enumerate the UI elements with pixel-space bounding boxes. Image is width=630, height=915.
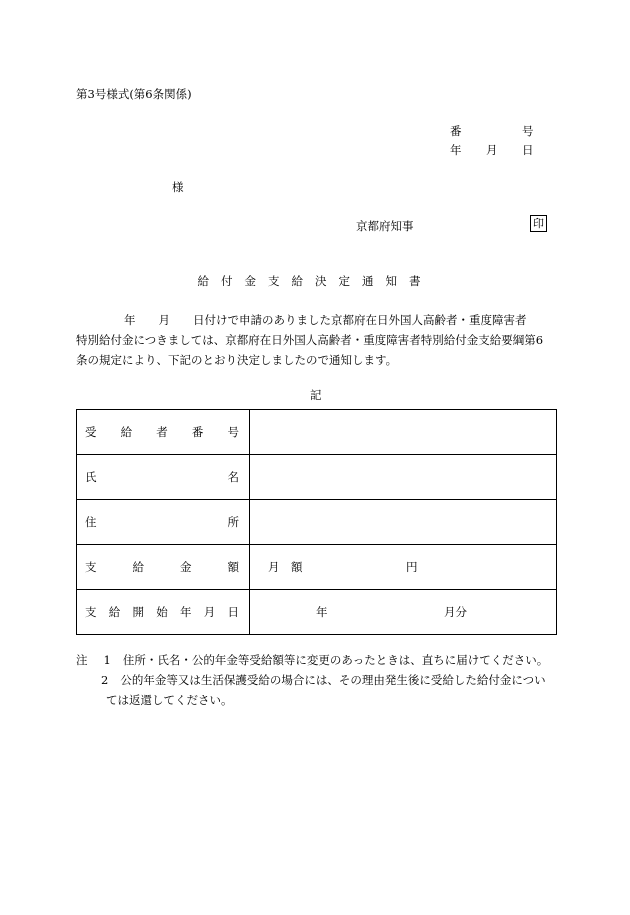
label-char: 氏 <box>85 470 97 484</box>
table-row <box>77 590 557 635</box>
row-label <box>77 590 250 635</box>
note-2-continued <box>76 690 548 710</box>
row-value <box>250 500 557 545</box>
note-2-number: 2 <box>101 673 109 687</box>
row-label <box>77 500 250 545</box>
note-2-text: 公的年金等又は生活保護受給の場合には、その理由発生後に受給した給付金につい <box>120 673 546 687</box>
table-row <box>77 500 557 545</box>
body-line-1: 年 月 日付けで申請のありました京都府在日外国人高齢者・重度障害者 <box>124 313 527 327</box>
table-row <box>77 455 557 500</box>
value-text: 月分 <box>444 605 467 619</box>
body-line-2: 特別給付金につきましては、京都府在日外国人高齢者・重度障害者特別給付金支給要綱第6 <box>76 333 544 347</box>
label-char: 給 <box>120 425 133 439</box>
label-char: 受 <box>85 425 97 439</box>
row-value <box>250 590 557 635</box>
date-year: 年 <box>450 143 462 157</box>
note-1-text: 住所・氏名・公的年金等受給額等に変更のあったときは、直ちに届けてください。 <box>122 653 549 667</box>
value-text: 月 額 <box>268 560 303 574</box>
label-char: 金 <box>180 560 192 574</box>
row-label <box>77 410 250 455</box>
document-title: 給付金支給決定通知書 <box>197 274 433 288</box>
seal-stamp: 印 <box>530 215 547 232</box>
label-char: 開 <box>132 605 144 619</box>
label-char: 給 <box>108 605 121 619</box>
number-suffix: 号 <box>522 124 534 138</box>
value-text: 円 <box>406 560 418 574</box>
notes <box>76 650 548 710</box>
label-char: 月 <box>203 605 216 619</box>
row-value <box>250 545 557 590</box>
label-char: 始 <box>156 605 168 619</box>
note-1 <box>76 650 548 670</box>
row-label <box>77 455 250 500</box>
label-char: 所 <box>227 515 239 529</box>
label-char: 年 <box>180 605 192 619</box>
note-2 <box>76 670 548 690</box>
number-label: 番 <box>450 124 462 138</box>
label-char: 名 <box>227 470 239 484</box>
label-char: 者 <box>156 425 168 439</box>
note-2-continued-text: ては返還してください。 <box>106 693 233 707</box>
sender-governor: 京都府知事 <box>356 219 414 233</box>
note-1-number: 1 <box>103 653 111 667</box>
ki-marker: 記 <box>310 388 322 402</box>
label-char: 番 <box>191 425 204 439</box>
body-line-3: 条の規定により、下記のとおり決定しましたので通知します。 <box>76 353 398 367</box>
row-value <box>250 455 557 500</box>
note-prefix: 注 <box>76 653 88 667</box>
value-text: 年 <box>316 605 328 619</box>
date-day: 日 <box>522 143 534 157</box>
label-char: 支 <box>85 605 97 619</box>
record-table <box>76 409 557 635</box>
recipient-honorific: 様 <box>172 180 184 194</box>
row-value <box>250 410 557 455</box>
label-char: 支 <box>85 560 97 574</box>
row-label <box>77 545 250 590</box>
label-char: 住 <box>85 515 97 529</box>
body-paragraph <box>76 310 560 370</box>
label-char: 額 <box>227 560 239 574</box>
form-id: 第3号様式(第6条関係) <box>76 87 192 101</box>
table-row <box>77 410 557 455</box>
table-row <box>77 545 557 590</box>
date-month: 月 <box>486 143 498 157</box>
label-char: 日 <box>227 605 239 619</box>
label-char: 給 <box>132 560 144 574</box>
label-char: 号 <box>227 425 239 439</box>
